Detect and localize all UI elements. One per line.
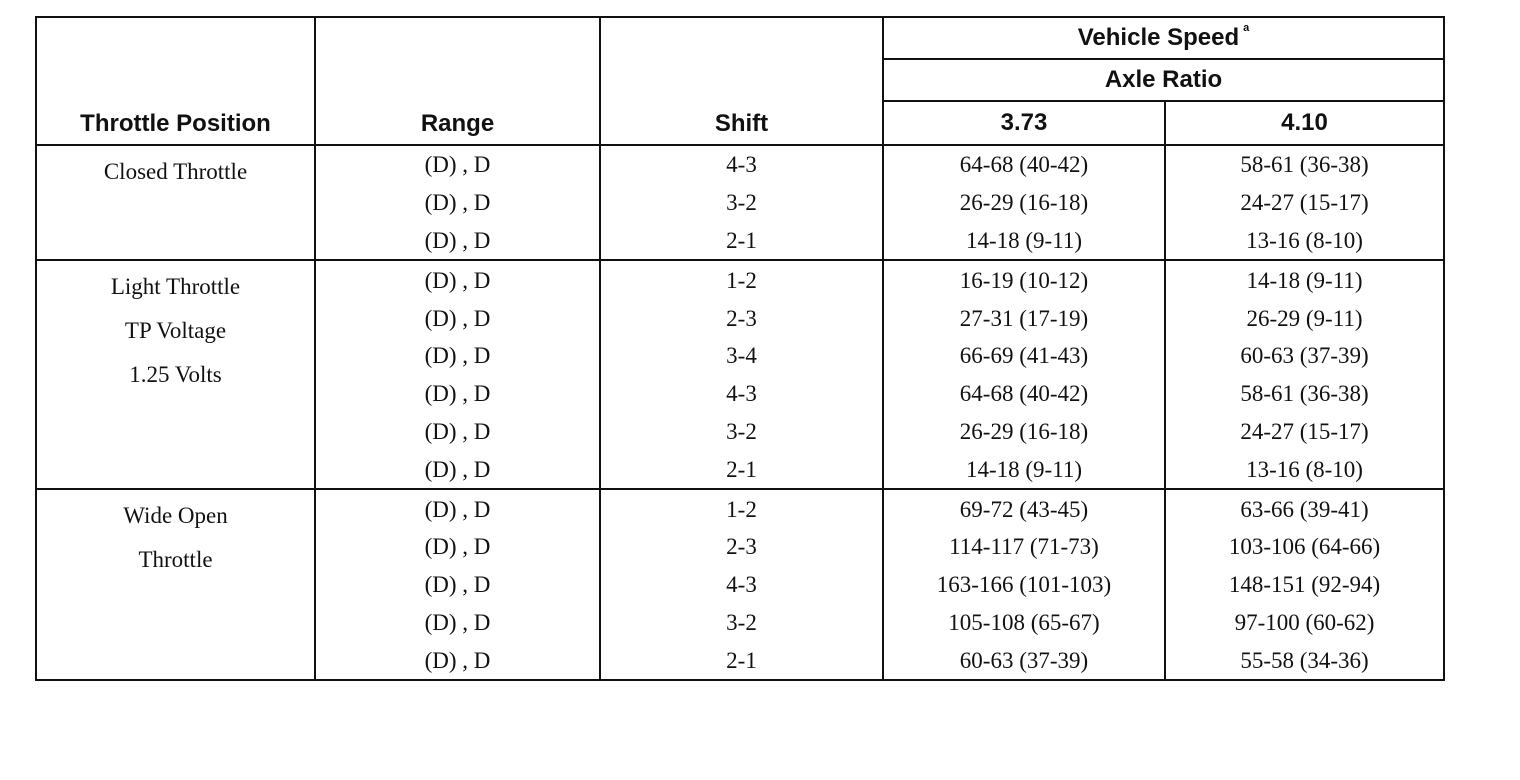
throttle-condition-line: Wide Open [123,503,228,529]
footnote-marker: a [1243,22,1250,34]
header-throttle-position: Throttle Position [36,17,315,145]
speed-4-10-cell: 14-18 (9-11) [1165,260,1444,299]
range-cell: (D) , D [315,413,600,451]
range-cell: (D) , D [315,145,600,184]
throttle-condition-cell [36,260,315,489]
shift-cell: 4-3 [600,145,883,184]
header-range: Range [315,17,600,145]
shift-cell: 2-1 [600,450,883,489]
range-cell: (D) , D [315,184,600,222]
range-cell: (D) , D [315,641,600,680]
range-cell: (D) , D [315,299,600,337]
speed-3-73-cell: 60-63 (37-39) [883,641,1165,680]
throttle-condition-line: Closed Throttle [103,159,248,184]
range-cell: (D) , D [315,375,600,413]
shift-cell: 3-2 [600,604,883,642]
shift-speed-table [35,16,1445,681]
shift-cell: 2-3 [600,299,883,337]
shift-cell: 2-3 [600,528,883,566]
throttle-group [36,145,1444,260]
speed-4-10-cell: 24-27 (15-17) [1165,184,1444,222]
range-cell: (D) , D [315,450,600,489]
shift-cell: 4-3 [600,566,883,604]
speed-3-73-cell: 66-69 (41-43) [883,337,1165,375]
speed-3-73-cell: 114-117 (71-73) [883,528,1165,566]
range-cell: (D) , D [315,222,600,261]
speed-3-73-cell: 27-31 (17-19) [883,299,1165,337]
speed-4-10-cell: 60-63 (37-39) [1165,337,1444,375]
speed-4-10-cell: 58-61 (36-38) [1165,375,1444,413]
throttle-condition-line: Throttle [138,546,213,572]
speed-3-73-cell: 14-18 (9-11) [883,222,1165,261]
speed-3-73-cell: 69-72 (43-45) [883,489,1165,528]
range-cell: (D) , D [315,489,600,528]
speed-4-10-cell: 24-27 (15-17) [1165,413,1444,451]
speed-4-10-cell: 103-106 (64-66) [1165,528,1444,566]
shift-cell: 2-1 [600,641,883,680]
speed-4-10-cell: 58-61 (36-38) [1165,145,1444,184]
range-cell: (D) , D [315,604,600,642]
header-ratio-4-10: 4.10 [1165,101,1444,145]
table-row [36,260,1444,299]
throttle-condition-line: Light Throttle [110,274,241,300]
speed-3-73-cell: 14-18 (9-11) [883,450,1165,489]
speed-3-73-cell: 64-68 (40-42) [883,375,1165,413]
speed-3-73-cell: 16-19 (10-12) [883,260,1165,299]
range-cell: (D) , D [315,528,600,566]
shift-cell: 3-2 [600,413,883,451]
header-ratio-3-73: 3.73 [883,101,1165,145]
throttle-condition-cell [36,489,315,680]
shift-cell: 3-2 [600,184,883,222]
header-axle-ratio: Axle Ratio [883,59,1444,101]
speed-3-73-cell: 26-29 (16-18) [883,413,1165,451]
table-header [36,17,1444,145]
speed-3-73-cell: 105-108 (65-67) [883,604,1165,642]
speed-4-10-cell: 13-16 (8-10) [1165,222,1444,261]
speed-4-10-cell: 26-29 (9-11) [1165,299,1444,337]
speed-4-10-cell: 97-100 (60-62) [1165,604,1444,642]
throttle-condition-line: 1.25 Volts [129,361,222,387]
header-vehicle-speed: Vehicle Speed $^a$ [883,17,1444,59]
shift-cell: 3-4 [600,337,883,375]
speed-4-10-cell: 148-151 (92-94) [1165,566,1444,604]
range-cell: (D) , D [315,337,600,375]
speed-4-10-cell: 13-16 (8-10) [1165,450,1444,489]
speed-4-10-cell: 55-58 (34-36) [1165,641,1444,680]
header-shift: Shift [600,17,883,145]
table-row [36,145,1444,184]
throttle-condition-line: TP Voltage [124,318,227,344]
range-cell: (D) , D [315,260,600,299]
range-cell: (D) , D [315,566,600,604]
shift-cell: 1-2 [600,260,883,299]
table-row [36,489,1444,528]
throttle-group [36,489,1444,680]
speed-3-73-cell: 163-166 (101-103) [883,566,1165,604]
throttle-group [36,260,1444,489]
speed-4-10-cell: 63-66 (39-41) [1165,489,1444,528]
shift-cell: 1-2 [600,489,883,528]
throttle-condition-cell [36,145,315,260]
shift-cell: 4-3 [600,375,883,413]
speed-3-73-cell: 64-68 (40-42) [883,145,1165,184]
speed-3-73-cell: 26-29 (16-18) [883,184,1165,222]
shift-cell: 2-1 [600,222,883,261]
